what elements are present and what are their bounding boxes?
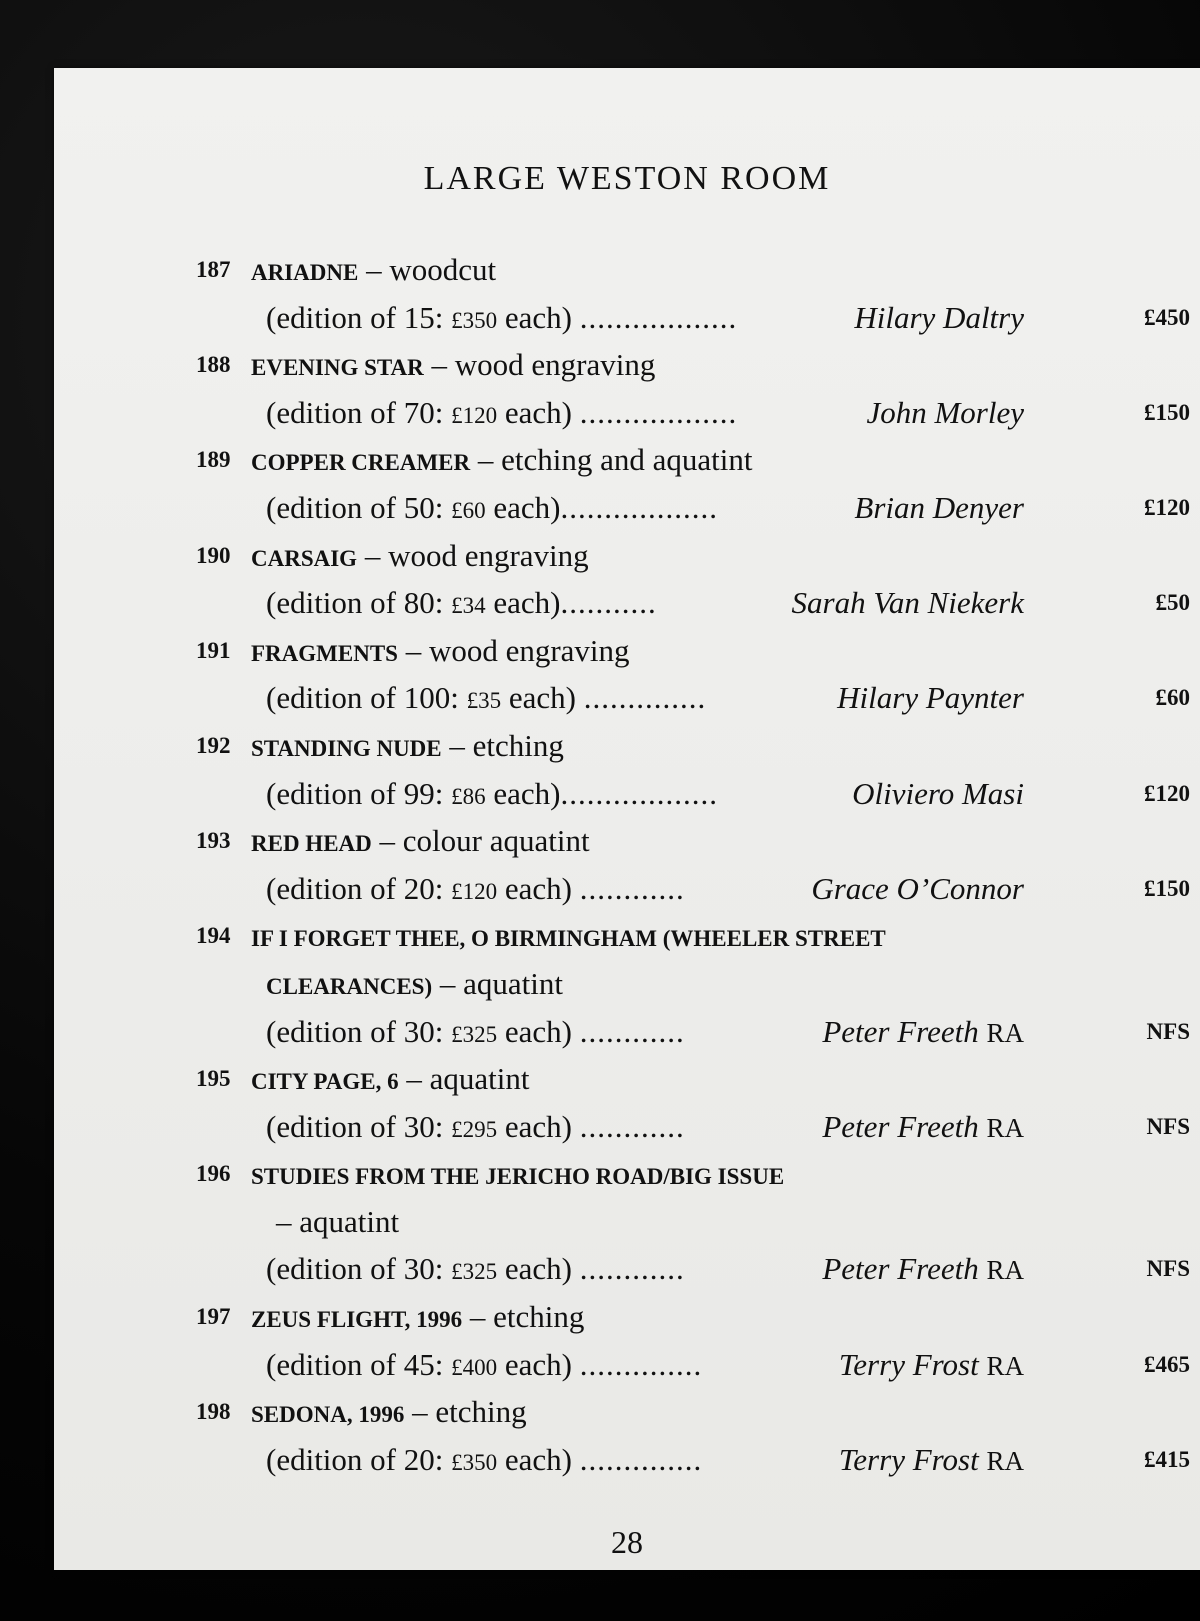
edition-size: (edition of 100:: [266, 680, 459, 716]
entry-medium: – woodcut: [366, 252, 497, 287]
entry-title-line: [54, 722, 1200, 770]
edition-each: each): [508, 680, 576, 716]
leader-dots: ..................: [579, 299, 738, 335]
entry-title-line: [54, 912, 1200, 960]
edition-each: each): [504, 394, 572, 430]
artist-name: Hilary Daltry: [854, 299, 1024, 335]
edition-price: £86: [451, 783, 486, 809]
edition-size: (edition of 20:: [266, 870, 444, 906]
leader-dots: ............: [579, 1251, 685, 1287]
artist-name: John Morley: [866, 394, 1024, 430]
artist-name: Sarah Van Niekerk: [791, 585, 1024, 621]
artist-ra: RA: [986, 1445, 1024, 1476]
edition-price: £120: [451, 402, 498, 428]
entry-medium: – wood engraving: [431, 347, 656, 383]
entry-number: 187: [196, 257, 231, 282]
entry-medium: – etching and aquatint: [477, 442, 753, 478]
edition-each: each): [504, 1346, 572, 1382]
entry-title-line: [54, 1055, 1200, 1103]
edition-price: £35: [466, 688, 502, 714]
artist-name: Terry Frost: [838, 1346, 979, 1382]
edition-price: £34: [451, 593, 486, 619]
edition-each: each): [504, 299, 572, 335]
entry-number: 190: [196, 542, 231, 568]
entry-title: COPPER CREAMER: [251, 450, 471, 476]
entry-medium: – aquatint: [406, 1061, 530, 1097]
entry-title-line: [54, 1293, 1200, 1341]
entry-title-line: [54, 627, 1200, 675]
entry-number: 194: [196, 923, 231, 949]
edition-size: (edition of 45:: [266, 1346, 444, 1382]
entry-medium: – wood engraving: [405, 632, 630, 668]
entry-title: RED HEAD: [251, 831, 372, 857]
entry-price: £50: [1155, 590, 1190, 616]
leader-dots: ..............: [579, 1441, 703, 1477]
entry-edition-line: [54, 484, 1200, 532]
entry-title-continuation: [54, 960, 1200, 1008]
artist-name: Hilary Paynter: [837, 680, 1024, 716]
edition-size: (edition of 20:: [266, 1441, 444, 1477]
entry-edition-line: [54, 1341, 1200, 1389]
entry-title: STUDIES FROM THE JERICHO ROAD/BIG ISSUE: [251, 1164, 785, 1190]
edition-size: (edition of 30:: [266, 1251, 444, 1287]
entry-title: ZEUS FLIGHT, 1996: [251, 1307, 463, 1333]
edition-price: £325: [451, 1021, 498, 1047]
edition-each: each): [504, 1251, 572, 1287]
leader-dots: ..............: [579, 1346, 703, 1382]
entry-number: 189: [196, 447, 231, 473]
page-heading: LARGE WESTON ROOM: [423, 160, 831, 197]
entry-title: CLEARANCES): [266, 973, 433, 999]
entry-edition-line: [54, 579, 1200, 627]
artist-name: Peter Freeth: [822, 1013, 979, 1049]
artist-name: Oliviero Masi: [852, 775, 1024, 811]
edition-size: (edition of 50:: [266, 489, 444, 525]
leader-dots: ............: [579, 1108, 685, 1144]
entry-title: SEDONA, 1996: [251, 1402, 405, 1428]
artist-name: Terry Frost: [838, 1441, 979, 1477]
page-number: 28: [611, 1524, 643, 1560]
entry-price: £120: [1144, 494, 1190, 520]
edition-each: each): [493, 585, 561, 621]
entry-price: £450: [1144, 304, 1190, 330]
entry-title: ARIADNE: [251, 260, 359, 285]
entry-title: CARSAIG: [251, 545, 358, 571]
entry-title: FRAGMENTS: [251, 640, 398, 666]
leader-dots: ............: [579, 1013, 685, 1049]
entry-edition-line: [54, 770, 1200, 818]
entry-number: 191: [196, 637, 231, 663]
artist-name: Brian Denyer: [854, 489, 1024, 525]
entry-medium: – aquatint: [276, 1203, 400, 1239]
artist-ra: RA: [986, 1255, 1024, 1286]
leader-dots: ..............: [583, 680, 707, 716]
entry-title-line: [54, 1150, 1200, 1198]
entry-medium: – etching: [469, 1299, 585, 1335]
edition-size: (edition of 70:: [266, 394, 444, 430]
edition-each: each): [493, 775, 561, 811]
entry-title-line: [54, 246, 1200, 294]
entry-title-line: [54, 532, 1200, 580]
leader-dots: ..................: [579, 394, 738, 430]
edition-price: £325: [451, 1259, 498, 1285]
entry-price: NFS: [1146, 1256, 1190, 1282]
entry-price: £150: [1144, 399, 1190, 425]
edition-size: (edition of 99:: [266, 775, 444, 811]
entry-edition-line: [54, 865, 1200, 913]
entry-edition-line: [54, 389, 1200, 437]
entry-title-line: [54, 436, 1200, 484]
entry-number: 195: [196, 1066, 231, 1092]
entry-number: 193: [196, 828, 231, 854]
entry-number: 197: [196, 1304, 231, 1330]
edition-each: each): [504, 870, 572, 906]
entry-number: 196: [196, 1161, 231, 1187]
edition-size: (edition of 80:: [266, 585, 444, 621]
entry-title-line: [54, 817, 1200, 865]
edition-price: £120: [451, 878, 498, 904]
entry-title-line: [54, 1388, 1200, 1436]
entry-medium: – colour aquatint: [379, 823, 590, 859]
entry-number: 198: [196, 1399, 231, 1425]
edition-price: £350: [451, 1449, 498, 1475]
edition-price: £400: [451, 1354, 498, 1380]
artist-ra: RA: [986, 1017, 1024, 1048]
entry-edition-line: [54, 294, 1200, 342]
entry-price: £60: [1155, 685, 1190, 711]
entry-edition-line: [54, 1103, 1200, 1151]
entry-medium: – etching: [449, 727, 564, 763]
entry-number: 192: [196, 732, 231, 758]
entry-edition-line: [54, 674, 1200, 722]
leader-dots: ...........: [560, 585, 657, 621]
entry-price: £415: [1144, 1446, 1190, 1472]
entry-edition-line: [54, 1008, 1200, 1056]
artist-ra: RA: [986, 1350, 1024, 1381]
entry-title: CITY PAGE, 6: [251, 1069, 399, 1095]
edition-price: £295: [451, 1116, 498, 1142]
entry-price: NFS: [1146, 1113, 1190, 1139]
entry-title-continuation: [54, 1198, 1200, 1246]
entry-title: STANDING NUDE: [251, 735, 442, 761]
entries-list: [54, 246, 1200, 1483]
entry-price: £150: [1144, 875, 1190, 901]
entry-edition-line: [54, 1245, 1200, 1293]
entry-title-line: [54, 341, 1200, 389]
catalogue-page: [54, 68, 1200, 1570]
entry-number: 188: [196, 352, 231, 378]
edition-each: each): [504, 1441, 572, 1477]
edition-size: (edition of 15:: [266, 299, 444, 335]
entry-medium: – etching: [412, 1394, 527, 1430]
edition-each: each): [504, 1108, 572, 1144]
edition-price: £60: [451, 497, 486, 523]
edition-size: (edition of 30:: [266, 1013, 444, 1049]
edition-each: each): [493, 489, 561, 525]
edition-each: each): [504, 1013, 572, 1049]
entry-title: IF I FORGET THEE, O BIRMINGHAM (WHEELER STREET: [251, 926, 886, 952]
edition-price: £350: [451, 307, 498, 333]
leader-dots: ............: [579, 870, 685, 906]
entry-edition-line: [54, 1436, 1200, 1484]
edition-size: (edition of 30:: [266, 1108, 444, 1144]
entry-title: EVENING STAR: [251, 355, 424, 381]
entry-price: £120: [1144, 780, 1190, 806]
artist-name: Peter Freeth: [822, 1251, 979, 1287]
artist-name: Peter Freeth: [822, 1108, 979, 1144]
artist-ra: RA: [986, 1112, 1024, 1143]
entry-medium: – wood engraving: [364, 537, 589, 573]
leader-dots: ..................: [560, 775, 718, 811]
leader-dots: ..................: [560, 489, 718, 525]
artist-name: Grace O’Connor: [811, 870, 1024, 906]
entry-medium: – aquatint: [439, 965, 563, 1001]
entry-price: £465: [1144, 1351, 1190, 1377]
entry-price: NFS: [1146, 1018, 1190, 1044]
